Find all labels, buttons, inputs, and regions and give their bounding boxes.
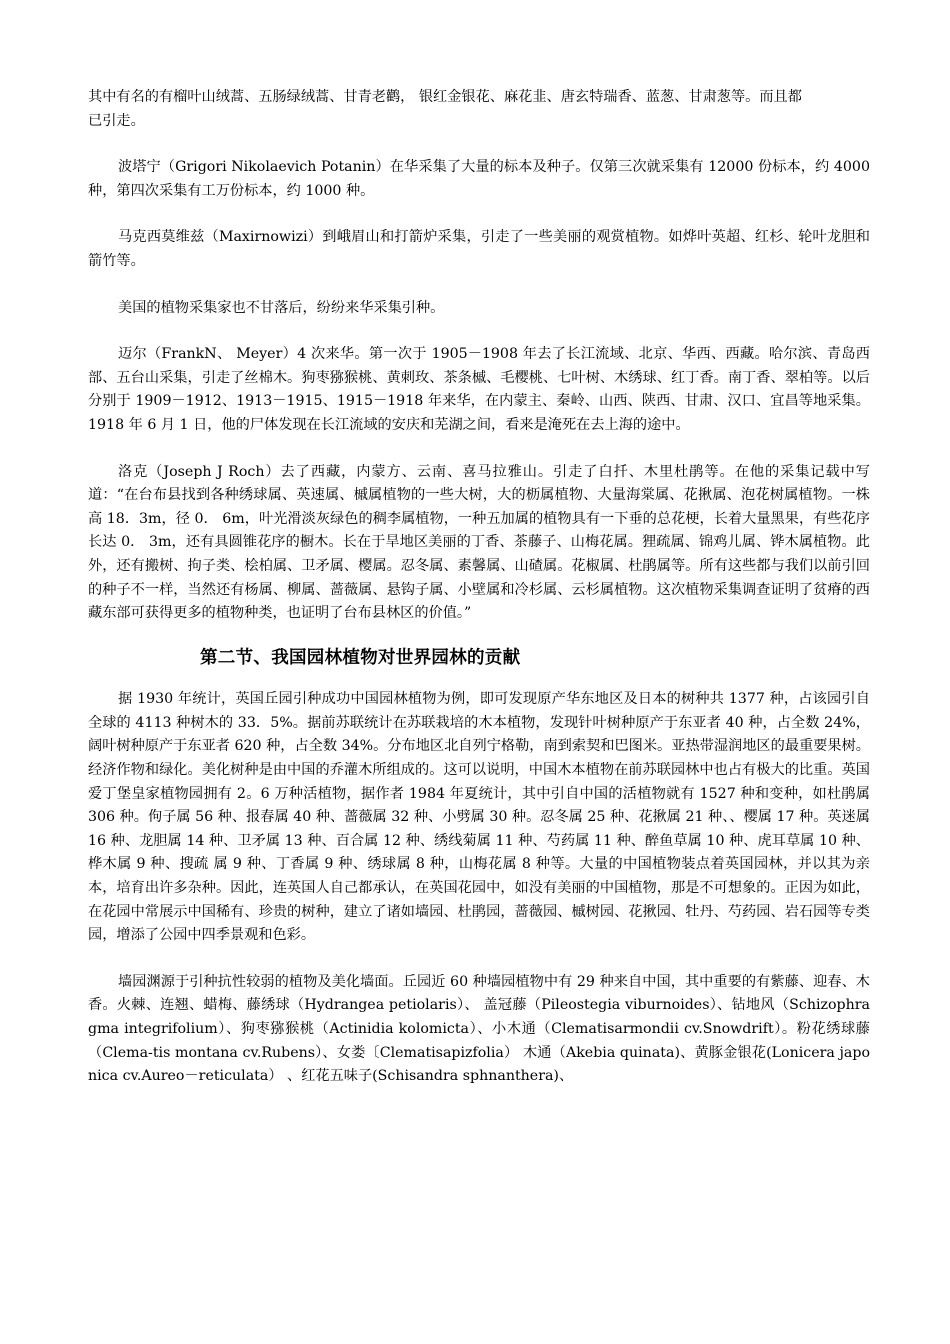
document-page	[88, 86, 870, 1112]
paragraph-plant-list	[88, 86, 870, 133]
paragraph-rock: 洛克（Joseph J Roch）去了西藏，内蒙方、云南、喜马拉雅山。引走了白扦、木里杜鹃等。在他的采集记载中写道：“在台布县找到各种绣球属、英速属、槭属植物的一些大树，大的枥属植物、大量海棠属、花揪属、泡花树属植物。一株高 18．3m，径 0． 6m，叶光滑淡灰绿色的稠李属植物，一种五加属的植物具有一下垂的总花梗，长着大量黑果，有些花序长达 0． 3m，还有具圆锥花序的橱木。长在于旱地区美丽的丁香、茶藤子、山梅花属。狸疏属、锦鸡儿属、铧木属植物。此外，还有搬树、拘子类、桧柏属、卫矛属、樱属。忍冬属、素馨属、山碴属。花椒属、杜鹃属等。所有这些都与我们以前引回的种子不一样，当然还有杨属、柳属、蔷薇属、悬钩子属、小壁属和冷杉属、云杉属植物。这次植物采集调查证明了贫瘠的西藏东部可获得更多的植物种类，也证明了台布县林区的价值。”	[88, 463, 870, 622]
paragraph-american-collectors: 美国的植物采集家也不甘落后，纷纷来华采集引种。	[118, 299, 445, 316]
paragraph-wall-garden: 墙园渊源于引种抗性较弱的植物及美化墙面。丘园近 60 种墙园植物中有 29 种来自中国，其中重要的有紫藤、迎春、木香。火棘、连翘、蜡梅、藤绣球（Hydrangea petiolaris）、 盖冠藤（Pileostegia viburnoides）、钻地风（Schizophragma integrifolium）、狗枣猕猴桃（Actinidia kolomicta）、小木通（Clematisarmondii cv.Snowdrift）。粉花绣球藤 （Clema-tis montana cv.Rubens）、女娄〔Clematisapizfolia） 木通（Akebia quinata)、黄豚金银花(Lonicera japonica cv.Aureo－reticulata） 、红花五味子(Schisandra sphnanthera)、	[88, 973, 870, 1085]
paragraph-maximowicz: 马克西莫维兹（Maxirnowizi）到峨眉山和打箭炉采集，引走了一些美丽的观赏植物。如烨叶英超、红杉、轮叶龙胆和箭竹等。	[88, 229, 870, 269]
paragraph-potanin: 波塔宁（Grigori Nikolaevich Potanin）在华采集了大量的标本及种子。仅第三次就采集有 12000 份标本，约 4000 种，第四次采集有工万份标本，约 1000 种。	[88, 159, 870, 199]
text-line: 其中有名的有榴叶山绒蒿、五肠绿绒蒿、甘青老鹳， 银红金银花、麻花韭、唐玄特瑞香、蓝葱、甘肃葱等。而且都	[88, 89, 802, 105]
section-heading: 第二节、我国园林植物对世界园林的贡献	[200, 647, 521, 668]
text-line: 已引走。	[88, 112, 145, 129]
paragraph-meyer: 迈尔（FrankN、 Meyer）4 次来华。第一次于 1905－1908 年去了长江流域、北京、华西、西藏。哈尔滨、青岛西部、五台山采集，引走了丝棉木。狗枣猕猴桃、黄刺玫、茶条槭、毛樱桃、七叶树、木绣球、红丁香。南丁香、翠柏等。以后分别于 1909－1912、1913－1915、1915－1918 年来华，在内蒙主、秦岭、山西、陕西、甘肃、汉口、宜昌等地采集。 1918 年 6 月 1 日，他的尸体发现在长江流域的安庆和芜湖之间，看来是淹死在去上海的途中。	[88, 346, 870, 433]
paragraph-statistics: 据 1930 年统计，英国丘园引种成功中国园林植物为例，即可发现原产华东地区及日本的树种共 1377 种，占该园引自全球的 4113 种树木的 33．5%。据前苏联统计在苏联栽培的木本植物，发现针叶树种原产于东亚者 40 种，占全数 24%，阔叶树种原产于东亚者 620 种，占全数 34%。分布地区北自列宁格勒，南到索契和巴图米。亚热带湿润地区的最重要果树。经济作物和绿化。美化树种是由中国的乔灌木所组成的。这可以说明，中国木本植物在前苏联园林中也占有极大的比重。英国爱丁堡皇家植物园拥有 2。6 万种活植物，据作者 1984 年夏统计，其中引自中国的活植物就有 1527 种和变种，如杜鹃属 306 种。佝子属 56 种、报春属 40 种、蔷薇属 32 种、小劈属 30 种。忍冬属 25 种、花揪属 21 种、、樱属 17 种。英迷属 16 种、龙胆属 14 种、卫矛属 13 种、百合属 12 种、绣线菊属 11 种、芍药属 11 种、醉鱼草属 10 种、虎耳草属 10 种、桦木属 9 种、搜疏 属 9 种、丁香属 9 种、绣球属 8 种，山梅花属 8 种等。大量的中国植物装点着英国园林，并以其为亲本，培育出许多杂种。因此，连英国人自己都承认，在英国花园中，如没有美丽的中国植物，那是不可想象的。正因为如此，在花园中常展示中国稀有、珍贵的树种，建立了诸如墙园、杜鹃园，蔷薇园、槭树园、花揪园、牡丹、芍药园、岩石园等专类园，增添了公园中四季景观和色彩。	[88, 691, 870, 944]
